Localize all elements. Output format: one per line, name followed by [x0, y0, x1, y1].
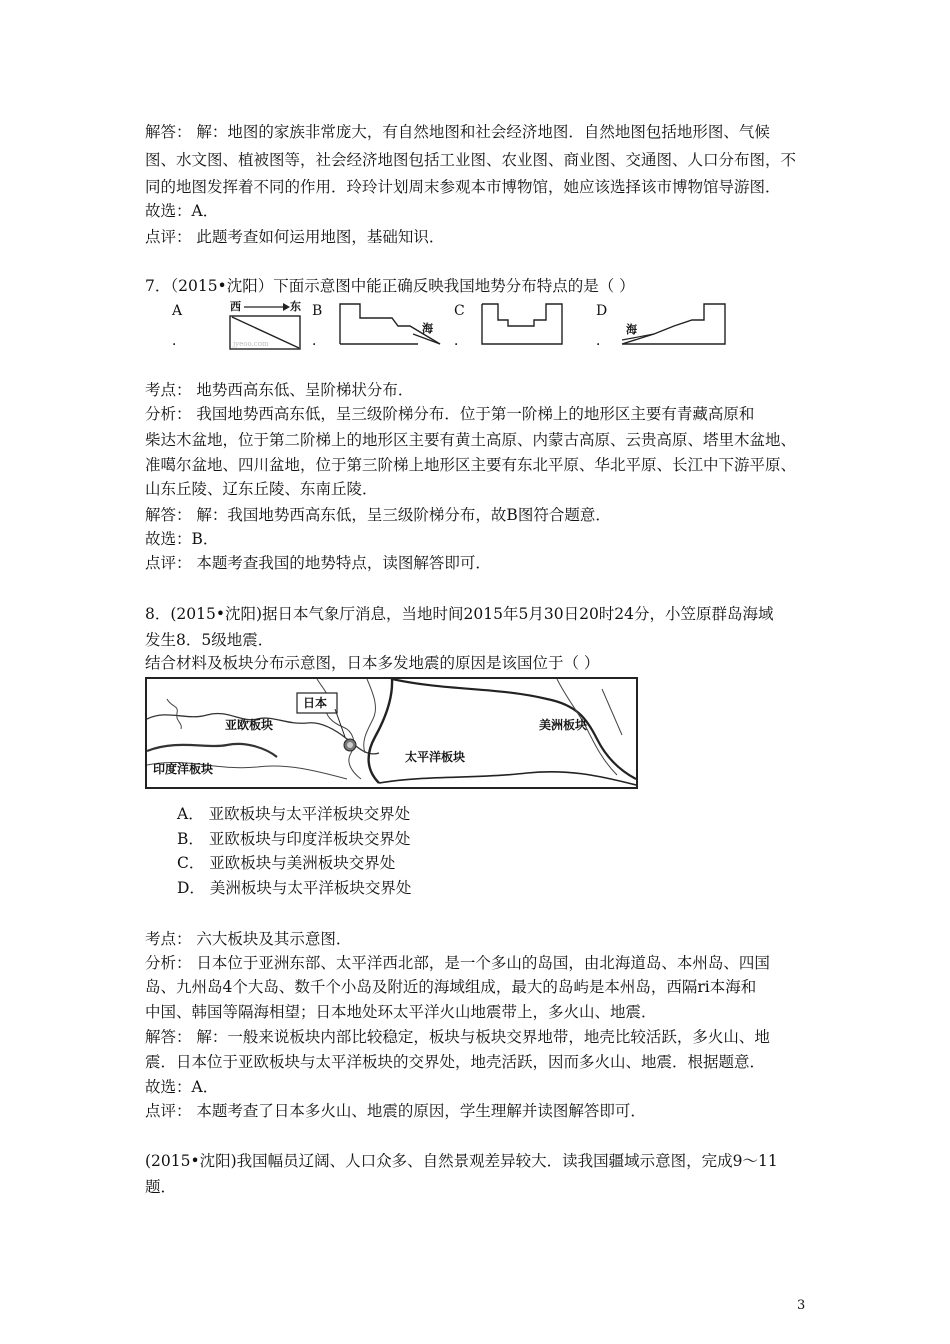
label-sea: 海	[422, 322, 433, 335]
option-a-diagram	[228, 300, 303, 352]
text-line: 岛、九州岛4个大岛、数千个小岛及附近的海域组成，最大的岛屿是本州岛，西隔ri本海和	[145, 978, 757, 996]
watermark: jyeoo.com	[233, 340, 269, 348]
label-east: 东	[290, 300, 301, 313]
text-line: (2015•沈阳)我国幅员辽阔、人口众多、自然景观差异较大．读我国疆域示意图，完成9～11	[145, 1152, 778, 1170]
label-pacific-plate: 太平洋板块	[405, 750, 466, 764]
text-line: 点评： 本题考查我国的地势特点，读图解答即可．	[145, 554, 491, 572]
option-d-letter: D	[596, 303, 608, 319]
choice-d: D． 美洲板块与太平洋板块交界处	[177, 879, 412, 897]
text-line: 解答： 解：地图的家族非常庞大，有自然地图和社会经济地图．自然地图包括地形图、气候	[145, 123, 770, 141]
text-line: 柴达木盆地，位于第二阶梯上的地形区主要有黄土高原、内蒙古高原、云贵高原、塔里木盆地、	[145, 431, 797, 449]
choice-c: C． 亚欧板块与美洲板块交界处	[177, 854, 396, 872]
question-8-stem: 8．(2015•沈阳)据日本气象厅消息，当地时间2015年5月30日20时24分，小笠原群岛海域	[145, 605, 774, 623]
text-line: 图、水文图、植被图等，社会经济地图包括工业图、农业图、商业图、交通图、人口分布图，不	[145, 151, 797, 169]
option-c-diagram	[480, 300, 565, 348]
option-c-letter: C	[454, 303, 465, 319]
choice-a: A． 亚欧板块与太平洋板块交界处	[177, 805, 411, 823]
label-sea: 海	[626, 323, 637, 336]
text-line: 解答： 解：我国地势西高东低，呈三级阶梯分布，故B图符合题意．	[145, 506, 611, 524]
text-line: 题．	[145, 1178, 177, 1196]
option-b-diagram	[338, 300, 443, 348]
text-line: 故选：A．	[145, 202, 219, 220]
text-line: 分析： 我国地势西高东低，呈三级阶梯分布．位于第一阶梯上的地形区主要有青藏高原和	[145, 405, 755, 423]
option-d-diagram	[620, 300, 728, 348]
plate-map	[145, 677, 638, 789]
label-eurasian-plate: 亚欧板块	[225, 718, 274, 732]
text-line: 故选：A．	[145, 1078, 219, 1096]
option-b-letter: B	[312, 303, 323, 319]
label-american-plate: 美洲板块	[539, 718, 588, 732]
text-line: 中国、韩国等隔海相望；日本地处环太平洋火山地震带上，多火山、地震．	[145, 1003, 657, 1021]
text-line: 点评： 本题考查了日本多火山、地震的原因，学生理解并读图解答即可．	[145, 1102, 646, 1120]
text-line: 考点： 六大板块及其示意图．	[145, 930, 352, 948]
text-line: 同的地图发挥着不同的作用．玲玲计划周末参观本市博物馆，她应该选择该市博物馆导游图．	[145, 178, 781, 196]
text-line: 考点： 地势西高东低、呈阶梯状分布．	[145, 381, 414, 399]
text-line: 发生8．5级地震．	[145, 631, 274, 649]
label-indian-plate: 印度洋板块	[153, 762, 214, 776]
label-japan: 日本	[303, 696, 328, 710]
text-line: 准噶尔盆地、四川盆地，位于第三阶梯上地形区主要有东北平原、华北平原、长江中下游平原、	[145, 456, 797, 474]
option-a-letter: A	[172, 303, 183, 319]
text-line: 故选：B．	[145, 530, 219, 548]
choice-b: B． 亚欧板块与印度洋板块交界处	[177, 830, 411, 848]
text-line: 结合材料及板块分布示意图，日本多发地震的原因是该国位于（ ）	[145, 654, 600, 672]
label-west: 西	[230, 300, 241, 313]
text-line: 山东丘陵、辽东丘陵、东南丘陵．	[145, 480, 378, 498]
text-line: 分析： 日本位于亚洲东部、太平洋西北部，是一个多山的岛国，由北海道岛、本州岛、四国	[145, 954, 770, 972]
option-d-dot: ．	[596, 333, 610, 349]
option-a-dot: ．	[172, 333, 186, 349]
option-c-dot: ．	[454, 333, 468, 349]
page-number: 3	[797, 1298, 806, 1313]
text-line: 点评： 此题考查如何运用地图，基础知识．	[145, 228, 445, 246]
question-7-stem: 7．（2015•沈阳）下面示意图中能正确反映我国地势分布特点的是（ ）	[145, 277, 635, 295]
text-line: 解答： 解：一般来说板块内部比较稳定，板块与板块交界地带，地壳比较活跃，多火山、地	[145, 1028, 770, 1046]
text-line: 震．日本位于亚欧板块与太平洋板块的交界处，地壳活跃，因而多火山、地震．根据题意．	[145, 1053, 766, 1071]
option-b-dot: ．	[312, 333, 326, 349]
